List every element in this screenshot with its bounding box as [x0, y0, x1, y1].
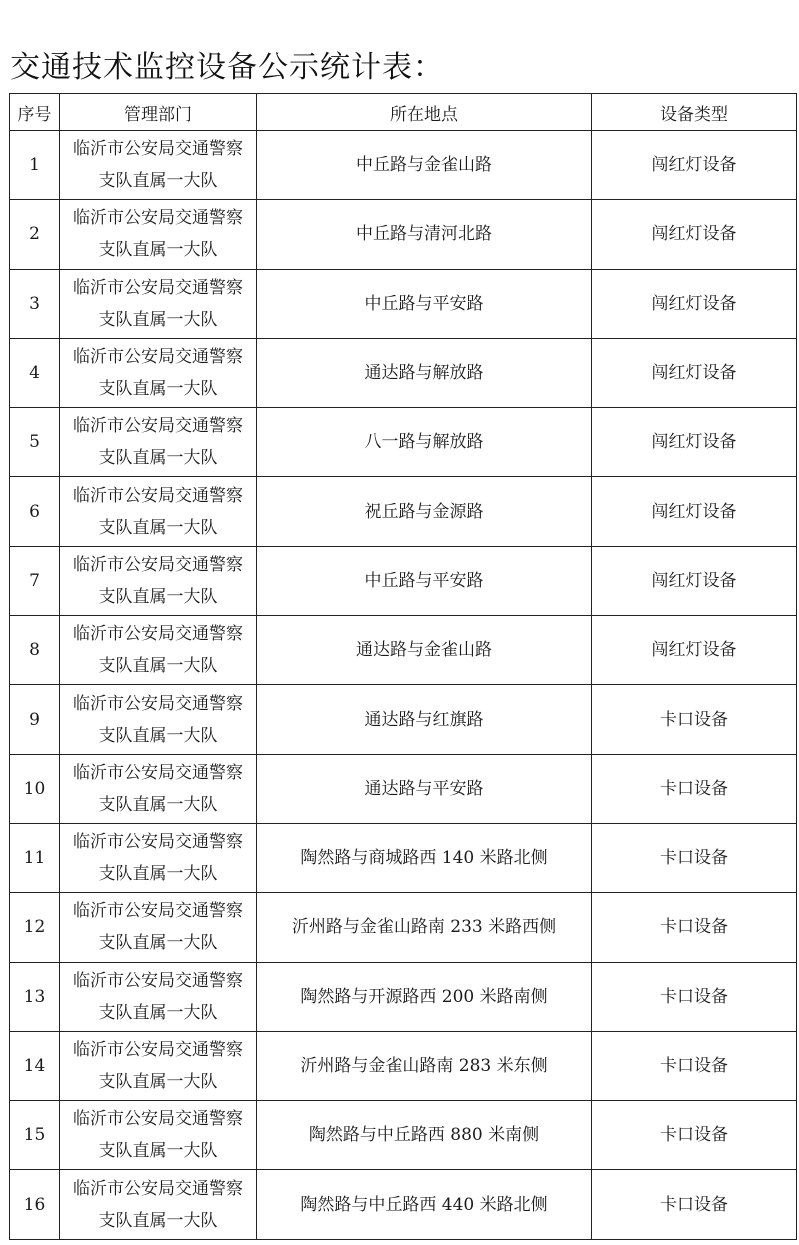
- department-line: 临沂市公安局交通警察: [73, 554, 243, 575]
- serial-no-cell: 5: [10, 408, 60, 477]
- serial-no-cell: 13: [10, 962, 60, 1031]
- department-line: 临沂市公安局交通警察: [73, 208, 243, 229]
- department-cell: [60, 893, 257, 962]
- table-row: [10, 200, 797, 269]
- table-body: [10, 131, 797, 1240]
- department-line: 支队直属一大队: [98, 1072, 218, 1092]
- department-line: 临沂市公安局交通警察: [73, 1109, 243, 1130]
- department-cell: [60, 200, 257, 269]
- department-cell: [60, 338, 257, 407]
- location-cell: 陶然路与中丘路西 440 米路北侧: [257, 1170, 592, 1239]
- table-row: [10, 685, 797, 754]
- department-line: 支队直属一大队: [98, 933, 218, 954]
- department-cell: [60, 269, 257, 338]
- department-line: 临沂市公安局交通警察: [73, 416, 243, 437]
- equipment-type-cell: 卡口设备: [592, 962, 797, 1031]
- table-row: [10, 893, 797, 962]
- location-cell: 陶然路与商城路西 140 米路北侧: [257, 823, 592, 892]
- department-line: 支队直属一大队: [98, 794, 218, 815]
- equipment-type-cell: 卡口设备: [592, 754, 797, 823]
- department-line: 临沂市公安局交通警察: [73, 901, 243, 922]
- department-cell: [60, 754, 257, 823]
- location-cell: 通达路与金雀山路: [257, 616, 592, 685]
- table-row: [10, 1101, 797, 1170]
- department-cell: [60, 131, 257, 200]
- location-cell: 通达路与红旗路: [257, 685, 592, 754]
- equipment-type-cell: 闯红灯设备: [592, 616, 797, 685]
- department-cell: [60, 616, 257, 685]
- department-line: 临沂市公安局交通警察: [73, 139, 243, 160]
- department-line: 支队直属一大队: [98, 1141, 218, 1162]
- department-line: 支队直属一大队: [98, 1210, 218, 1231]
- department-line: 临沂市公安局交通警察: [73, 277, 243, 298]
- serial-no-cell: 12: [10, 893, 60, 962]
- department-line: 临沂市公安局交通警察: [73, 832, 243, 853]
- table-row: [10, 269, 797, 338]
- header-location: 所在地点: [257, 94, 592, 131]
- department-line: 支队直属一大队: [98, 725, 218, 746]
- department-cell: [60, 962, 257, 1031]
- equipment-type-cell: 卡口设备: [592, 823, 797, 892]
- header-department: 管理部门: [60, 94, 257, 131]
- table-row: [10, 754, 797, 823]
- table-row: [10, 1170, 797, 1239]
- serial-no-cell: 11: [10, 823, 60, 892]
- department-line: 临沂市公安局交通警察: [73, 1040, 243, 1060]
- department-line: 临沂市公安局交通警察: [73, 485, 243, 506]
- equipment-type-cell: 卡口设备: [592, 685, 797, 754]
- serial-no-cell: 15: [10, 1101, 60, 1170]
- equipment-type-cell: 卡口设备: [592, 1170, 797, 1239]
- table-row: [10, 338, 797, 407]
- page-title: 交通技术监控设备公示统计表：: [10, 50, 444, 85]
- serial-no-cell: 2: [10, 200, 60, 269]
- equipment-type-cell: 闯红灯设备: [592, 269, 797, 338]
- serial-no-cell: 10: [10, 754, 60, 823]
- department-line: 支队直属一大队: [98, 309, 218, 330]
- location-cell: 八一路与解放路: [257, 408, 592, 477]
- location-cell: 中丘路与清河北路: [257, 200, 592, 269]
- equipment-type-cell: 卡口设备: [592, 893, 797, 962]
- table-row: [10, 616, 797, 685]
- location-cell: 沂州路与金雀山路南 283 米东侧: [257, 1031, 592, 1100]
- department-line: 支队直属一大队: [98, 517, 218, 538]
- department-line: 支队直属一大队: [98, 171, 218, 192]
- serial-no-cell: 9: [10, 685, 60, 754]
- table-header-row: [10, 94, 797, 131]
- location-cell: 祝丘路与金源路: [257, 477, 592, 546]
- department-cell: [60, 1170, 257, 1239]
- location-cell: 中丘路与金雀山路: [257, 131, 592, 200]
- serial-no-cell: 3: [10, 269, 60, 338]
- location-cell: 沂州路与金雀山路南 233 米路西侧: [257, 893, 592, 962]
- header-serial-no: 序号: [10, 94, 60, 131]
- department-cell: [60, 685, 257, 754]
- serial-no-cell: 14: [10, 1031, 60, 1100]
- equipment-type-cell: 闯红灯设备: [592, 200, 797, 269]
- department-cell: [60, 477, 257, 546]
- header-equipment-type: 设备类型: [592, 94, 797, 131]
- department-cell: [60, 408, 257, 477]
- department-line: 支队直属一大队: [98, 864, 218, 885]
- equipment-type-cell: 闯红灯设备: [592, 338, 797, 407]
- serial-no-cell: 1: [10, 131, 60, 200]
- department-line: 支队直属一大队: [98, 240, 218, 261]
- department-cell: [60, 1101, 257, 1170]
- serial-no-cell: 6: [10, 477, 60, 546]
- location-cell: 陶然路与中丘路西 880 米南侧: [257, 1101, 592, 1170]
- equipment-type-cell: 卡口设备: [592, 1031, 797, 1100]
- equipment-type-cell: 闯红灯设备: [592, 131, 797, 200]
- serial-no-cell: 8: [10, 616, 60, 685]
- department-line: 支队直属一大队: [98, 1002, 218, 1023]
- department-cell: [60, 546, 257, 615]
- department-line: 支队直属一大队: [98, 379, 218, 400]
- location-cell: 通达路与平安路: [257, 754, 592, 823]
- equipment-type-cell: 闯红灯设备: [592, 546, 797, 615]
- department-line: 临沂市公安局交通警察: [73, 347, 243, 368]
- table-row: [10, 546, 797, 615]
- table-row: [10, 962, 797, 1031]
- serial-no-cell: 7: [10, 546, 60, 615]
- serial-no-cell: 4: [10, 338, 60, 407]
- table-row: [10, 1031, 797, 1100]
- table-row: [10, 131, 797, 200]
- department-line: 临沂市公安局交通警察: [73, 624, 243, 645]
- department-line: 临沂市公安局交通警察: [73, 970, 243, 991]
- equipment-table: [9, 93, 797, 1240]
- serial-no-cell: 16: [10, 1170, 60, 1239]
- department-line: 临沂市公安局交通警察: [73, 762, 243, 783]
- table-row: [10, 823, 797, 892]
- department-cell: [60, 1031, 257, 1100]
- location-cell: 中丘路与平安路: [257, 269, 592, 338]
- equipment-type-cell: 闯红灯设备: [592, 408, 797, 477]
- department-cell: [60, 823, 257, 892]
- department-line: 临沂市公安局交通警察: [73, 1178, 243, 1199]
- department-line: 临沂市公安局交通警察: [73, 693, 243, 714]
- table-row: [10, 477, 797, 546]
- department-line: 支队直属一大队: [98, 448, 218, 469]
- location-cell: 中丘路与平安路: [257, 546, 592, 615]
- equipment-type-cell: 闯红灯设备: [592, 477, 797, 546]
- equipment-type-cell: 卡口设备: [592, 1101, 797, 1170]
- location-cell: 通达路与解放路: [257, 338, 592, 407]
- table-row: [10, 408, 797, 477]
- department-line: 支队直属一大队: [98, 656, 218, 677]
- department-line: 支队直属一大队: [98, 586, 218, 607]
- location-cell: 陶然路与开源路西 200 米路南侧: [257, 962, 592, 1031]
